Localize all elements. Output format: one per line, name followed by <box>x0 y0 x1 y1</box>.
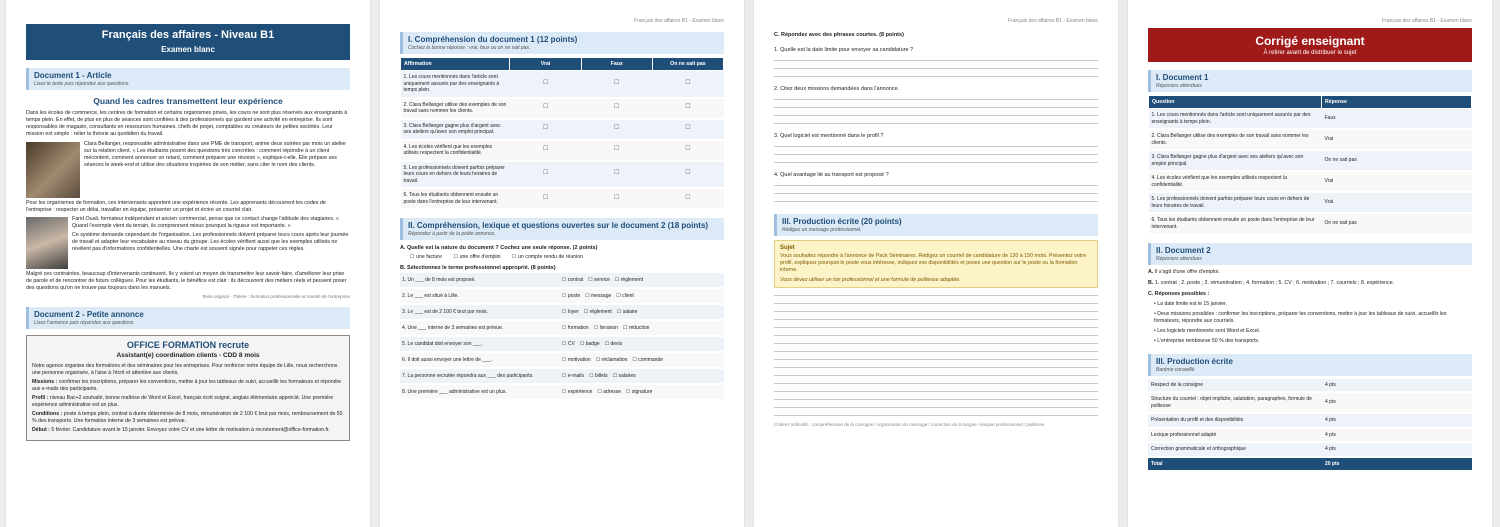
vocab-question: 3. Le ___ est de 2 100 € brut par mois. <box>402 309 488 315</box>
ad-profil-text: niveau Bac+2 souhaité, bonne maîtrise de Word et Excel, français écrit soigné, anglais élémentaire apprécié. Une première expérience administrative est un plus. <box>32 395 334 409</box>
answer-value: Vrai <box>1322 192 1472 213</box>
key-section-3-sub: Barème conseillé <box>1156 366 1195 373</box>
section-1-header <box>400 32 724 54</box>
col-header-vrai: Vrai <box>510 58 581 71</box>
option-checkbox[interactable]: ☐ réclamation <box>595 357 628 363</box>
option-checkbox[interactable]: ☐ expérience <box>562 389 593 395</box>
option-checkbox[interactable]: ☐ adresse <box>597 389 622 395</box>
table-row <box>1148 442 1472 457</box>
vocab-options <box>562 341 722 347</box>
table-row <box>401 188 724 209</box>
doc2-instruction: Lisez l'annonce puis répondez aux questions. <box>34 320 135 327</box>
ad-subtitle: Assistant(e) coordination clients - CDD 8 mois <box>116 352 260 360</box>
table-row <box>1148 428 1472 443</box>
doc1-title: Document 1 - Article <box>34 71 112 80</box>
writing-line[interactable] <box>774 408 1098 416</box>
ad-intro: Notre agence organise des formations et des séminaires pour les entreprises. Pour renforcer notre équipe de Lille, nous recherchons une personne organisée, à l'aise à l'écrit et attentive aux clients. <box>32 363 338 377</box>
answer-value: Vrai <box>1322 129 1472 150</box>
answer-question: 2. Clara Bellanger utilise des exemples de son travail sans nommer les clients. <box>1149 129 1322 150</box>
writing-line[interactable] <box>774 360 1098 368</box>
col-header-faux: Faux <box>581 58 652 71</box>
answer-b-label: B. <box>1148 280 1154 287</box>
vocab-row <box>400 289 724 303</box>
writing-line[interactable] <box>774 392 1098 400</box>
ad-debut-label: Début : <box>32 427 50 434</box>
answer-line[interactable] <box>774 139 1098 147</box>
open-question: 1. Quelle est la date limite pour envoyer sa candidature ? <box>774 47 914 53</box>
key-section-1-title: I. Document 1 <box>1156 73 1209 82</box>
section-2-instruction: Répondez à partir de la petite annonce. <box>408 231 496 237</box>
answer-question: 4. Les écoles vérifient que les exemples utilisés respectent la confidentialité. <box>1149 171 1322 192</box>
ad-conditions-text: poste à temps plein, contrat à durée déterminée de 8 mois, rémunération de 2 100 € brut par mois, remboursement de 50 % des transports. Une formation interne de 3 semaines est prévue. <box>32 411 343 425</box>
affirmation-text: 2. Clara Bellanger utilise des exemples de son travail sans nommer les clients. <box>401 98 510 119</box>
article-paragraph: Ce système demande cependant de l'organisation. Les professionnels doivent préparer leurs cours après leur journée de travail et adapter leur vocabulaire au niveau du groupe. Les écoles vérifient aussi que les exemples utilisés ne révèlent pas d'informations confidentielles. Une charte est souvent signée pour rappeler ces règles. <box>72 232 349 253</box>
answer-checkbox[interactable]: ☐ <box>652 98 723 119</box>
option-checkbox[interactable]: ☐ formation <box>562 325 589 331</box>
option-checkbox[interactable]: ☐ billets <box>589 373 608 379</box>
exam-title: Français des affaires - Niveau B1 <box>101 29 275 41</box>
affirmation-text: 6. Tous les étudiants obtiennent ensuite un poste dans l'entreprise de leur intervenant. <box>401 188 510 209</box>
ad-missions <box>32 379 344 393</box>
writing-line[interactable] <box>774 320 1098 328</box>
total-row <box>1148 457 1472 472</box>
section-2-title: II. Compréhension, lexique et questions ouvertes sur le document 2 (18 points) <box>408 221 709 230</box>
answer-checkbox[interactable]: ☐ <box>581 71 652 98</box>
section-3-instruction: Rédigez un message professionnel. <box>782 227 862 233</box>
key-section-3-title: III. Production écrite <box>1156 356 1233 366</box>
col-header-nsp: On ne sait pas <box>652 58 723 71</box>
vocab-row <box>400 305 724 319</box>
answer-checkbox[interactable]: ☐ <box>652 188 723 209</box>
option-checkbox[interactable]: ☐ message <box>585 293 612 299</box>
writing-line[interactable] <box>774 344 1098 352</box>
answer-line[interactable] <box>774 178 1098 186</box>
section-2-header <box>400 218 724 240</box>
key-section-2-sub: Réponses attendues <box>1156 256 1202 262</box>
criterion: Présentation du profil et des disponibilités <box>1148 413 1322 428</box>
key-section-1-sub: Réponses attendues <box>1156 83 1202 89</box>
table-row <box>401 140 724 161</box>
answer-checkbox[interactable]: ☐ <box>510 98 581 119</box>
table-row <box>401 98 724 119</box>
page-1 <box>6 0 370 527</box>
col-header-question: Question <box>1149 96 1322 109</box>
open-question: 3. Quel logiciel est mentionné dans le profil ? <box>774 133 884 139</box>
vocab-row <box>400 369 724 383</box>
answer-line[interactable] <box>774 100 1098 108</box>
answer-c-heading: C. Réponses possibles : <box>1148 291 1210 298</box>
option-checkbox[interactable]: ☐ signature <box>626 389 653 395</box>
answer-c-item: • Deux missions possibles : confirmer les inscriptions, préparer les conventions, mettre à jour les tableaux de suivi, accueillir les formateurs, répondre aux courriels. <box>1154 311 1447 325</box>
option-checkbox[interactable]: ☐ CV <box>562 341 575 347</box>
writing-line[interactable] <box>774 328 1098 336</box>
option-checkbox[interactable]: ☐ motivation <box>562 357 591 363</box>
answer-line[interactable] <box>774 108 1098 116</box>
col-header-reponse: Réponse <box>1322 96 1472 109</box>
article-paragraph: Clara Bellanger, responsable administrative dans une PME de transport, anime deux soirées par mois un atelier sur la relation client. « Les étudiants posent des questions très concrètes : comment répondre à un client mécontent, comment annoncer un retard, comment préparer une réunion », explique-t-elle. Elle prépare ses séances le week-end et utilise des situations inspirées de son métier, sans citer le nom des clients. <box>84 140 347 168</box>
article-paragraph: Pour les organismes de formation, ces intervenants apportent une expérience récente. Les apprenants découvrent les codes de l'entreprise : respecter un délai, travailler en équipe, présenter un projet et écrire un courriel clair. <box>26 199 326 213</box>
section-3-title: III. Production écrite (20 points) <box>782 217 902 226</box>
answer-a-text: Il s'agit d'une offre d'emploi. <box>1154 269 1220 275</box>
criterion: Structure du courriel : objet implicite, salutation, paragraphes, formule de politesse <box>1148 392 1322 413</box>
answer-question: 1. Les cours mentionnés dans l'article sont uniquement assurés par des enseignants à temps plein. <box>1149 109 1322 130</box>
exam-subtitle: Examen blanc <box>161 45 215 54</box>
answers-table <box>1148 95 1472 235</box>
answer-question: 3. Clara Bellanger gagne plus d'argent avec ses ateliers qu'avec son emploi principal. <box>1149 150 1322 171</box>
answer-checkbox[interactable]: ☐ <box>510 161 581 189</box>
section-1-instruction: Cochez la bonne réponse : vrai, faux ou on ne sait pas. <box>408 45 531 51</box>
table-row <box>1149 109 1472 130</box>
answer-key-header <box>1148 28 1472 62</box>
ad-missions-text: confirmer les inscriptions, préparer les conventions, mettre à jour les tableaux de suivi, accueillir les formateurs et répondre aux e-mails des participants. <box>32 379 342 393</box>
criterion-points: 4 pts <box>1322 413 1472 428</box>
option-checkbox[interactable]: ☐ salaires <box>612 373 636 379</box>
ad-debut <box>32 427 344 434</box>
key-section-1-header <box>1148 70 1472 92</box>
answer-c-item: • La date limite est le 15 janvier. <box>1154 301 1228 308</box>
table-row <box>1148 379 1472 393</box>
vocab-question: 8. Une première ___ administrative est un plus. <box>402 389 507 395</box>
grading-table <box>1148 379 1472 473</box>
answer-value: On ne sait pas <box>1322 213 1472 234</box>
writing-line[interactable] <box>774 352 1098 360</box>
table-row <box>401 161 724 189</box>
answer-checkbox[interactable]: ☐ <box>652 71 723 98</box>
table-row <box>1148 413 1472 428</box>
option-checkbox[interactable]: ☐ règlement <box>614 277 643 283</box>
section-1-title: I. Compréhension du document 1 (12 points) <box>408 35 578 44</box>
answer-key-subtitle: À retirer avant de distribuer le sujet <box>1263 50 1357 56</box>
ad-conditions-label: Conditions : <box>32 411 63 418</box>
ad-missions-label: Missions : <box>32 379 58 386</box>
answer-value: Vrai <box>1322 171 1472 192</box>
writing-line[interactable] <box>774 376 1098 384</box>
running-header: Français des affaires B1 - Examen blanc <box>634 18 724 24</box>
table-row <box>1149 150 1472 171</box>
writing-subject-box <box>774 240 1098 288</box>
running-header: Français des affaires B1 - Examen blanc <box>1382 18 1472 24</box>
writing-line[interactable] <box>774 336 1098 344</box>
option-checkbox[interactable]: ☐ poste <box>562 293 581 299</box>
article-paragraph: Dans les écoles de commerce, les centres de formation et certains organismes privés, les cours ne sont plus réservés aux enseignants à temps plein. En effet, de plus en plus de séances sont confiées à des professionnels qui gardent une activité en entreprise. Ils sont responsables de magasin, consultants en ressources humaines, chefs de projet, comptables ou créateurs de petites sociétés. Leur mission est simple : relier la théorie au quotidien du travail. <box>26 110 348 138</box>
criterion: Respect de la consigne <box>1148 379 1322 393</box>
answer-checkbox[interactable]: ☐ <box>581 98 652 119</box>
open-question: 4. Quel avantage lié au transport est proposé ? <box>774 172 889 178</box>
writing-line[interactable] <box>774 400 1098 408</box>
table-row <box>1149 213 1472 234</box>
option-checkbox[interactable]: ☐ une offre d'emploi <box>453 254 501 260</box>
answer-checkbox[interactable]: ☐ <box>652 140 723 161</box>
table-row <box>401 119 724 140</box>
writing-line[interactable] <box>774 288 1098 296</box>
answer-checkbox[interactable]: ☐ <box>581 188 652 209</box>
vocab-question: 6. Il doit aussi envoyer une lettre de ___. <box>402 357 493 363</box>
answer-value: Faux <box>1322 109 1472 130</box>
writing-line[interactable] <box>774 384 1098 392</box>
question-a: A. Quelle est la nature du document ? Cochez une seule réponse. (2 points) <box>400 245 598 251</box>
key-section-2-header <box>1148 243 1472 265</box>
true-false-table <box>400 57 724 210</box>
subject-text: Vous souhaitez répondre à l'annonce de Pack Séminaires. Rédigez un courriel de candidature de 120 à 150 mots. Présentez votre profil, expliquez pourquoi le poste vous intéresse, indiquez vos disponibilités et posez une question sur le poste ou la formation interne. <box>780 253 1087 274</box>
answer-c-item: • Les logiciels mentionnés sont Word et Excel. <box>1154 328 1261 335</box>
ad-debut-text: 5 février. Candidature avant le 15 janvier. Envoyez votre CV et une lettre de motivation à recrutement@office-formation.fr. <box>51 427 330 434</box>
article-paragraph: Malgré ces contraintes, beaucoup d'intervenants continuent. Ils y voient un moyen de transmettre leur savoir-faire, d'améliorer leur prise de parole et de rencontrer de futurs collègues. Pour les étudiants, le bénéfice est clair : ils découvrent des métiers réels et peuvent poser des questions qu'on ne trouve pas toujours dans les manuels. <box>26 270 347 292</box>
table-row <box>1149 129 1472 150</box>
option-checkbox[interactable]: ☐ une facture <box>410 254 443 260</box>
answer-a <box>1148 269 1472 276</box>
table-row <box>1148 392 1472 413</box>
vocab-options <box>562 357 722 363</box>
answer-c-item: • L'entreprise rembourse 50 % des transports. <box>1154 338 1260 345</box>
answer-line[interactable] <box>774 92 1098 100</box>
option-checkbox[interactable]: ☐ service <box>588 277 610 283</box>
answer-c-label <box>1148 291 1472 298</box>
criterion-points: 4 pts <box>1322 442 1472 457</box>
vocab-options <box>562 277 722 283</box>
total-value: 20 pts <box>1322 457 1472 472</box>
affirmation-text: 5. Les professionnels doivent parfois préparer leurs cours en dehors de leurs horaires de travail. <box>401 161 510 189</box>
answer-b-text: 1. contrat ; 2. poste ; 3. rémunération ; 4. formation ; 5. CV ; 6. motivation ; 7. courriels ; 8. expérience. <box>1154 280 1395 287</box>
article-source: Texte original - Thème : formation professionnelle et monde de l'entreprise <box>201 294 350 300</box>
total-label: Total <box>1148 457 1322 472</box>
answer-question: 5. Les professionnels doivent parfois préparer leurs cours en dehors de leurs horaires de travail. <box>1149 192 1322 213</box>
writing-line[interactable] <box>774 304 1098 312</box>
doc2-title: Document 2 - Petite annonce <box>34 310 144 320</box>
answer-question: 6. Tous les étudiants obtiennent ensuite un poste dans l'entreprise de leur intervenant. <box>1149 213 1322 234</box>
answer-checkbox[interactable]: ☐ <box>510 71 581 98</box>
option-checkbox[interactable]: ☐ livraison <box>593 325 618 331</box>
vocab-question: 7. La personne recrutée répondra aux ___ des participants. <box>402 373 534 379</box>
answer-line[interactable] <box>774 53 1098 61</box>
option-checkbox[interactable]: ☐ un compte rendu de réunion <box>512 254 584 260</box>
vocab-question: 4. Une ___ interne de 3 semaines est prévue. <box>402 325 504 331</box>
answer-line[interactable] <box>774 147 1098 155</box>
table-row <box>1149 192 1472 213</box>
vocab-row <box>400 353 724 367</box>
option-checkbox[interactable]: ☐ loyer <box>562 309 579 315</box>
vocab-row <box>400 337 724 351</box>
answer-checkbox[interactable]: ☐ <box>581 119 652 140</box>
option-checkbox[interactable]: ☐ badge <box>579 341 600 347</box>
key-section-3-header <box>1148 354 1472 376</box>
option-checkbox[interactable]: ☐ règlement <box>583 309 612 315</box>
key-section-2-title: II. Document 2 <box>1156 246 1211 255</box>
vocab-options <box>562 309 722 315</box>
answer-checkbox[interactable]: ☐ <box>510 119 581 140</box>
criterion-points: 4 pts <box>1322 379 1472 393</box>
question-c: C. Répondez avec des phrases courtes. (8 points) <box>774 32 904 38</box>
option-checkbox[interactable]: ☐ client <box>616 293 634 299</box>
question-b: B. Sélectionnez le terme professionnel approprié. (8 points) <box>400 265 556 271</box>
vocab-row <box>400 321 724 335</box>
doc2-section-header <box>26 307 350 329</box>
option-checkbox[interactable]: ☐ contrat <box>562 277 584 283</box>
affirmation-text: 1. Les cours mentionnés dans l'article sont uniquement assurés par des enseignants à temps plein. <box>401 71 510 98</box>
answer-line[interactable] <box>774 155 1098 163</box>
option-checkbox[interactable]: ☐ e-mails <box>562 373 584 379</box>
ad-conditions <box>32 411 344 425</box>
answer-line[interactable] <box>774 186 1098 194</box>
subject-instruction: Vous devez utiliser un ton professionnel et une formule de politesse adaptée. <box>780 277 961 284</box>
criterion: Lexique professionnel adapté <box>1148 428 1322 443</box>
answer-checkbox[interactable]: ☐ <box>652 161 723 189</box>
article-paragraph: Farid Ouali, formateur indépendant et ancien commercial, pense que ce contact change l'attitude des stagiaires. « Quand l'exemple vient du terrain, ils comprennent mieux pourquoi la rigueur est importante. » <box>72 215 339 229</box>
answer-checkbox[interactable]: ☐ <box>652 119 723 140</box>
answer-line[interactable] <box>774 61 1098 69</box>
doc1-section-header <box>26 68 350 90</box>
vocab-options <box>562 389 722 395</box>
answer-line[interactable] <box>774 194 1098 202</box>
option-checkbox[interactable]: ☐ réduction <box>622 325 650 331</box>
table-row <box>401 71 724 98</box>
vocab-list <box>400 273 724 399</box>
writing-line[interactable] <box>774 296 1098 304</box>
vocab-question: 1. Un ___ de 8 mois est proposé. <box>402 277 476 283</box>
answer-a-label: A. <box>1148 269 1154 275</box>
exam-header <box>26 24 350 60</box>
criteria-footnote: Critères indicatifs : compréhension de la consigne / organisation du message / correction de la langue / lexique professionnel / politesse. <box>774 422 1046 428</box>
writing-area[interactable] <box>774 288 1098 416</box>
section-3-header <box>774 214 1098 236</box>
article-title: Quand les cadres transmettent leur expérience <box>93 96 283 106</box>
answer-b <box>1148 280 1472 287</box>
affirmation-text: 3. Clara Bellanger gagne plus d'argent avec ses ateliers qu'avec son emploi principal. <box>401 119 510 140</box>
option-checkbox[interactable]: ☐ devis <box>604 341 623 347</box>
vocab-row <box>400 385 724 399</box>
question-a-options <box>410 254 724 260</box>
answer-line[interactable] <box>774 69 1098 77</box>
criterion: Correction grammaticale et orthographique <box>1148 442 1322 457</box>
criterion-points: 4 pts <box>1322 392 1472 413</box>
vocab-options <box>562 325 722 331</box>
vocab-question: 2. Le ___ est situé à Lille. <box>402 293 459 299</box>
job-ad-box <box>26 335 350 441</box>
answer-key-title: Corrigé enseignant <box>1255 34 1365 48</box>
answer-checkbox[interactable]: ☐ <box>510 188 581 209</box>
criterion-points: 4 pts <box>1322 428 1472 443</box>
answer-checkbox[interactable]: ☐ <box>581 161 652 189</box>
affirmation-text: 4. Les écoles vérifient que les exemples utilisés respectent la confidentialité. <box>401 140 510 161</box>
doc1-instruction: Lisez le texte puis répondez aux questions. <box>34 81 130 87</box>
classroom-photo <box>26 142 80 198</box>
subject-label: Sujet <box>780 245 795 251</box>
answer-checkbox[interactable]: ☐ <box>510 140 581 161</box>
open-question: 2. Citez deux missions demandées dans l'annonce. <box>774 86 900 92</box>
col-header-affirmation: Affirmation <box>401 58 510 71</box>
answer-value: On ne sait pas <box>1322 150 1472 171</box>
page-3 <box>754 0 1118 527</box>
answer-checkbox[interactable]: ☐ <box>581 140 652 161</box>
table-row <box>1149 171 1472 192</box>
writing-line[interactable] <box>774 312 1098 320</box>
option-checkbox[interactable]: ☐ salaire <box>616 309 638 315</box>
vocab-question: 5. Le candidat doit envoyer son ___. <box>402 341 483 347</box>
vocab-options <box>562 293 722 299</box>
vocab-options <box>562 373 722 379</box>
ad-profil-label: Profil : <box>32 395 49 402</box>
writing-line[interactable] <box>774 368 1098 376</box>
option-checkbox[interactable]: ☐ commande <box>632 357 663 363</box>
answer-line[interactable] <box>774 116 1098 124</box>
ad-title: OFFICE FORMATION recrute <box>126 340 250 351</box>
page-2 <box>380 0 744 527</box>
running-header: Français des affaires B1 - Examen blanc <box>1008 18 1098 24</box>
ad-profil <box>32 395 344 409</box>
vocab-row <box>400 273 724 287</box>
page-4 <box>1128 0 1492 527</box>
portrait-photo <box>26 217 68 269</box>
